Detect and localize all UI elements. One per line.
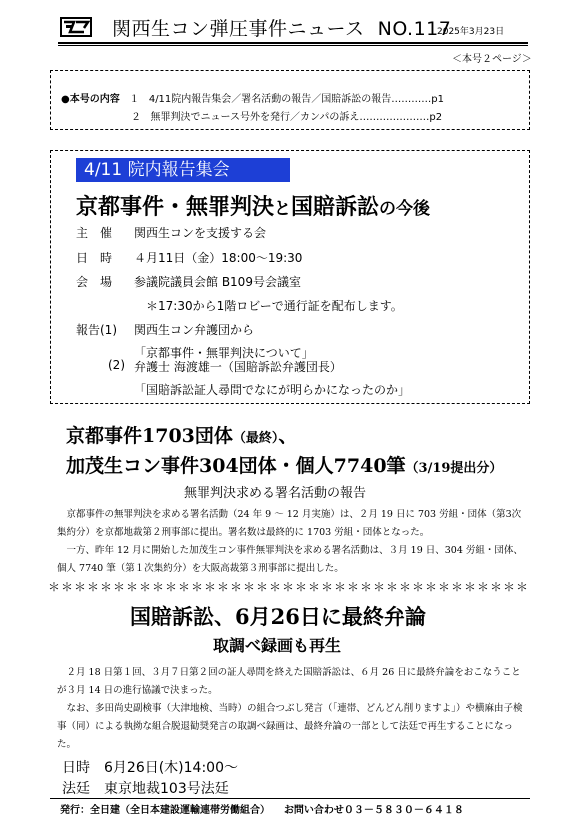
contents-num: １ [129,94,140,105]
report2-topic: 「国賠訴訟証人尋問でなにが明らかになったのか」 [134,383,411,397]
contents-text: 4/11院内報告集会／署名活動の報告／国賠訴訟の報告…………p1 [148,94,444,105]
contents-box [50,70,530,130]
signature-paragraph-2: 一方、昨年 12 月に開始した加茂生コン事件無罪判決を求める署名活動は、３月 19 日、304 労組・団体、個人 7740 筆（第１次集約分）を大阪高裁第３刑事部に提出した。 [57,545,523,574]
signature-paragraph-1: 京都事件の無罪判決を求める署名活動（24 年 9 ～ 12 月実施）は、２月 19 日に 703 労組・団体（第3次集約分）を京都地裁第２刑事部に提出。署名数は最終的に 1703 労組・団体となった。 [57,509,522,538]
event-headline: 京都事件・無罪判決と国賠訴訟の今後 [76,194,431,220]
hearing-datetime: 6月26日(木)14:00～ [104,760,238,776]
lawsuit-paragraph-1: ２月 18 日第１回、３月７日第２回の証人尋問を終えた国賠訴訟は、６月 26 日に最終弁論をおこなうことが３月 14 日の進行協議で決まった。 [57,667,521,696]
report2-label: (2) [108,358,125,372]
lawsuit-paragraph-2: なお、多田尚史副検事（大津地検、当時）の組合つぶし発言（「連帯、どんどん削りますよ」）や横麻由子検事（同）による執拗な組合脱退勧奨発言の取調べ録画は、最終弁論の一部として法廷で再生することになった。 [57,703,523,750]
hearing-datetime-label: 日時 [62,760,90,776]
organizer-label: 主 催 [76,226,113,240]
pass-note: ＊17:30から1階ロビーで通行証を配布します。 [146,299,403,313]
contents-text: 無罪判決でニュース号外を発行／カンパの訴え…………………p2 [150,112,443,123]
issue-number: NO.117 [377,18,452,40]
contents-item-1 [61,90,444,105]
header-rule [58,42,528,44]
lawsuit-headline: 国賠訴訟、6月26日に最終弁論 [130,604,426,629]
organizer: 関西生コンを支援する会 [134,226,267,240]
section-divider: ＊＊＊＊＊＊＊＊＊＊＊＊＊＊＊＊＊＊＊＊＊＊＊＊＊＊＊＊＊＊＊＊＊＊＊＊＊ [48,580,530,594]
contact-phone: お問い合わせ０３－５８３０－６４１８ [283,805,464,816]
lawsuit-subtitle: 取調べ録画も再生 [213,636,342,655]
header-rule-thin [58,45,528,46]
report1-topic: 「京都事件・無罪判決について」 [134,346,314,360]
signature-headline-2: 加茂生コン事件304団体・個人7740筆（3/19提出分） [66,455,503,477]
signature-headline-1: 京都事件1703団体（最終）、 [66,425,298,447]
venue-label: 会 場 [76,275,113,289]
signature-subtitle: 無罪判決求める署名活動の報告 [184,486,367,501]
union-logo [60,14,94,40]
footer [60,801,464,816]
report1-speaker: 関西生コン弁護団から [134,323,255,337]
court-label: 法廷 [62,781,90,797]
page-count: ＜本号２ページ＞ [452,54,532,65]
publisher: 発行：全日建（全日本建設運輸連帯労働組合） [60,805,270,816]
datetime-label: 日 時 [76,251,113,265]
court-room: 東京地裁103号法廷 [104,781,229,797]
contents-num: ２ [131,112,141,123]
event-datetime: ４月11日（金）18:00～19:30 [134,251,303,265]
report1-label: 報告(1) [76,323,117,337]
event-venue: 参議院議員会館 B109号会議室 [134,275,301,289]
newsletter-title: 関西生コン弾圧事件ニュース NO.117 [112,18,452,40]
footer-rule [50,798,530,799]
report2-speaker: 弁護士 海渡雄一（国賠訴訟弁護団長） [134,360,342,374]
issue-date: 2025年3月23日 [437,27,505,37]
contents-label: ●本号の内容 [61,94,120,105]
event-badge: 4/11 院内報告集会 [76,158,290,182]
contents-item-2 [131,108,442,123]
